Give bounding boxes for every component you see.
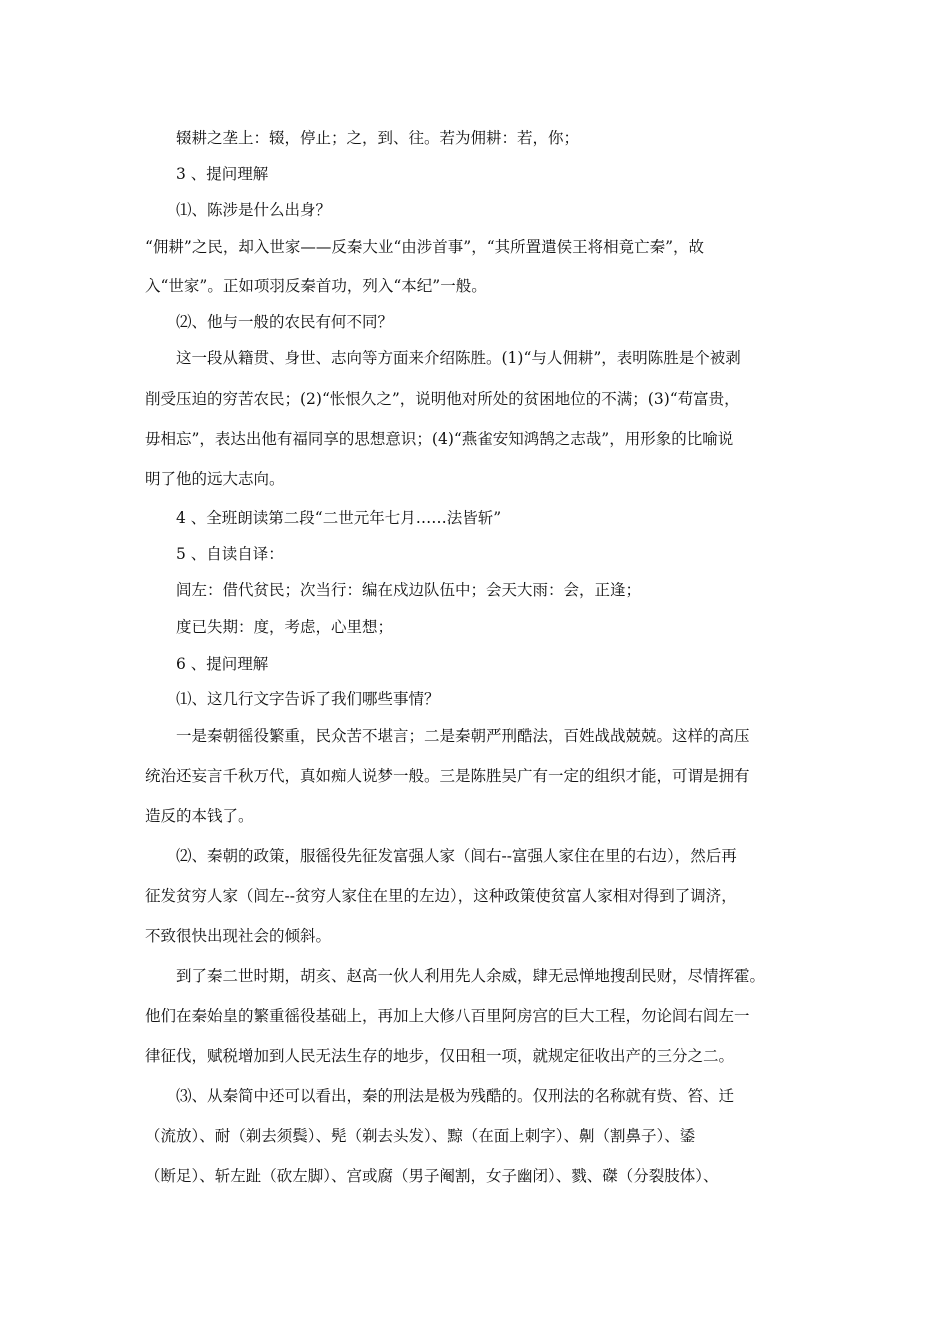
section-heading: 3 、提问理解: [176, 165, 269, 183]
text-line: 辍耕之垄上：辍，停止；之，到、往。若为佣耕：若，你；: [176, 129, 580, 147]
text-line: “佣耕”之民，却入世家——反秦大业“由涉首事”，“其所置遣侯王将相竟亡秦”，故: [145, 238, 705, 256]
text-line: 征发贫穷人家（闾左--贫穷人家住在里的左边），这种政策使贫富人家相对得到了调济，: [145, 887, 737, 905]
text-line: 一是秦朝徭役繁重，民众苦不堪言；二是秦朝严刑酷法，百姓战战兢兢。这样的高压: [176, 727, 750, 745]
text-line: 律征伐，赋税增加到人民无法生存的地步，仅田租一项，就规定征收出产的三分之二。: [145, 1047, 735, 1065]
text-line: 他们在秦始皇的繁重徭役基础上，再加上大修八百里阿房宫的巨大工程，勿论闾右闾左一: [145, 1007, 750, 1025]
question-line: ⑴、陈涉是什么出身？: [176, 201, 332, 219]
text-line: ⑵、秦朝的政策，服徭役先征发富强人家（闾右--富强人家住在里的右边），然后再: [176, 847, 737, 865]
section-heading: 4 、全班朗读第二段“二世元年七月……法皆斩”: [176, 509, 502, 527]
text-line: 不致很快出现社会的倾斜。: [145, 927, 332, 945]
text-line: （断足）、斩左趾（砍左脚）、宫或腐（男子阉割，女子幽闭）、戮、磔（分裂肢体）、: [145, 1167, 719, 1185]
question-line: ⑵、他与一般的农民有何不同？: [176, 313, 394, 331]
section-heading: 6 、提问理解: [176, 655, 269, 673]
text-line: 闾左：借代贫民；次当行：编在戍边队伍中；会天大雨：会，正逢；: [176, 581, 642, 599]
text-line: 明了他的远大志向。: [145, 470, 285, 488]
text-line: 度已失期：度，考虑，心里想；: [176, 618, 394, 636]
text-line: 入“世家”。正如项羽反秦首功，列入“本纪”一般。: [145, 277, 487, 295]
question-line: ⑴、这几行文字告诉了我们哪些事情？: [176, 690, 440, 708]
text-line: ⑶、从秦简中还可以看出，秦的刑法是极为残酷的。仅刑法的名称就有赀、笞、迁: [176, 1087, 735, 1105]
text-line: 到了秦二世时期，胡亥、赵高一伙人利用先人余威，肆无忌惮地搜刮民财，尽情挥霍。: [176, 967, 766, 985]
text-line: （流放）、耐（剃去须鬓）、髡（剃去头发）、黥（在面上刺字）、劓（割鼻子）、鋈: [145, 1127, 696, 1145]
text-line: 毋相忘”，表达出他有福同享的思想意识；(4)“燕雀安知鸿鹄之志哉”，用形象的比喻说: [145, 430, 734, 448]
text-line: 这一段从籍贯、身世、志向等方面来介绍陈胜。(1)“与人佣耕”，表明陈胜是个被剥: [176, 349, 741, 367]
text-line: 削受压迫的穷苦农民；(2)“怅恨久之”，说明他对所处的贫困地位的不满；(3)“苟富贵，: [145, 390, 740, 408]
text-line: 统治还妄言千秋万代，真如痴人说梦一般。三是陈胜吴广有一定的组织才能，可谓是拥有: [145, 767, 750, 785]
text-line: 造反的本钱了。: [145, 807, 254, 825]
section-heading: 5 、自读自译：: [176, 545, 284, 563]
